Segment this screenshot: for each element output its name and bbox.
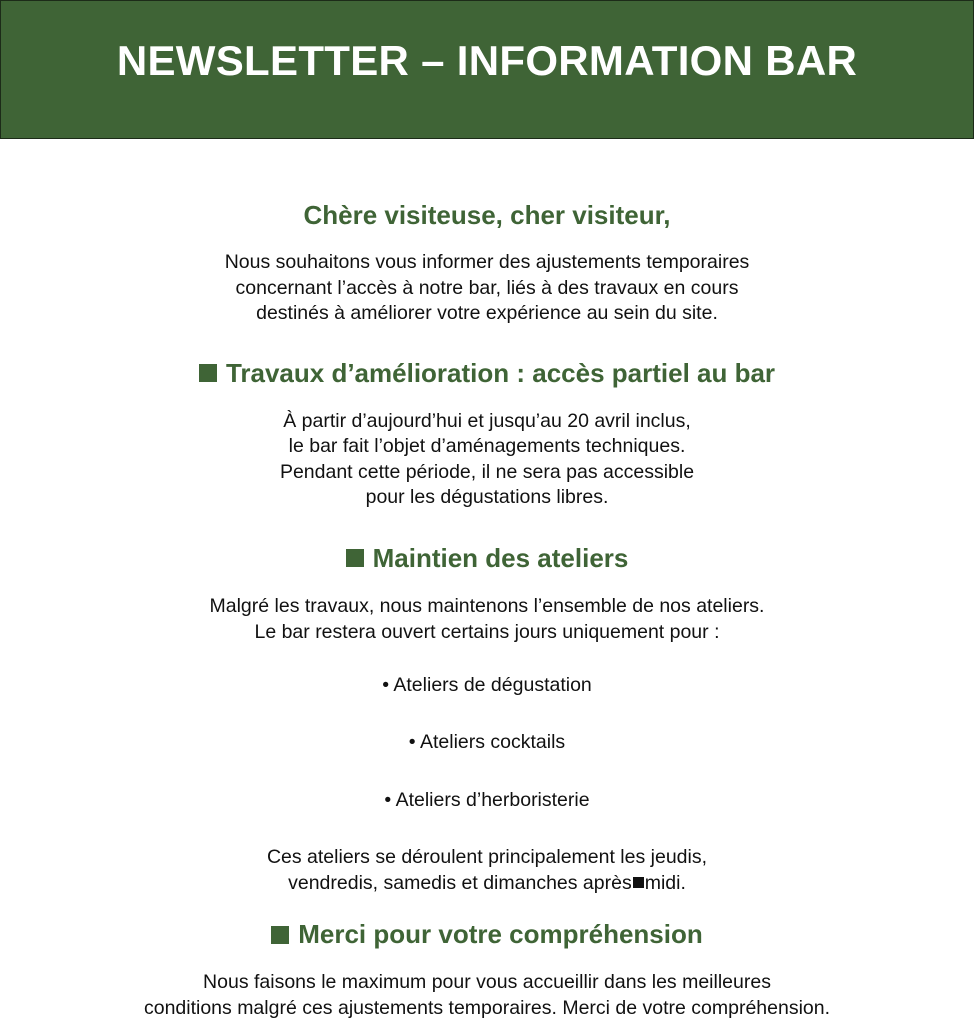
schedule-text-before: vendredis, samedis et dimanches après: [288, 871, 632, 894]
intro-paragraph: [0, 250, 974, 327]
works-line: le bar fait l’objet d’aménagements techniques.: [288, 435, 686, 458]
workshop-list-item: • Ateliers d’herboristerie: [384, 789, 590, 812]
intro-line: concernant l’accès à notre bar, liés à des travaux en cours: [235, 276, 739, 299]
workshops-paragraph: [0, 594, 974, 645]
section-title-text: Merci pour votre compréhension: [298, 919, 703, 950]
greeting-heading: Chère visiteuse, cher visiteur,: [303, 200, 671, 230]
square-bullet-icon: [346, 549, 364, 567]
newsletter-title: NEWSLETTER – INFORMATION BAR: [116, 36, 858, 84]
workshop-list-item: • Ateliers cocktails: [408, 731, 566, 754]
thanks-line: conditions malgré ces ajustements temporaires. Merci de votre compréhension.: [143, 996, 831, 1019]
schedule-line: Ces ateliers se déroulent principalement les jeudis,: [266, 846, 708, 869]
intro-line: Nous souhaitons vous informer des ajustements temporaires: [224, 251, 750, 274]
works-line: Pendant cette période, il ne sera pas accessible: [279, 460, 695, 483]
works-paragraph: [0, 409, 974, 511]
section-title-thanks: [0, 919, 974, 950]
section-title-works: [0, 358, 974, 389]
works-line: À partir d’aujourd’hui et jusqu’au 20 avril inclus,: [283, 409, 691, 432]
intro-line: destinés à améliorer votre expérience au sein du site.: [256, 302, 718, 325]
square-bullet-icon: [271, 926, 289, 944]
schedule-text-after: midi.: [644, 871, 686, 894]
thanks-paragraph: [0, 970, 974, 1021]
newsletter-body: [0, 200, 974, 1021]
square-bullet-icon: [199, 364, 217, 382]
section-title-text: Maintien des ateliers: [372, 542, 629, 573]
section-title-workshops: [0, 543, 974, 574]
workshops-line: Le bar restera ouvert certains jours uniquement pour :: [254, 620, 720, 643]
header-banner: [0, 0, 974, 139]
thanks-line: Nous faisons le maximum pour vous accueillir dans les meilleures: [203, 971, 771, 994]
schedule-paragraph: [0, 845, 974, 896]
section-title-text: Travaux d’amélioration : accès partiel au bar: [225, 357, 776, 388]
workshops-line: Malgré les travaux, nous maintenons l’ensemble de nos ateliers.: [209, 595, 765, 618]
square-glyph-icon: [633, 877, 644, 888]
schedule-line: [0, 871, 974, 897]
workshop-list-item: • Ateliers de dégustation: [382, 674, 592, 697]
works-line: pour les dégustations libres.: [365, 486, 609, 509]
